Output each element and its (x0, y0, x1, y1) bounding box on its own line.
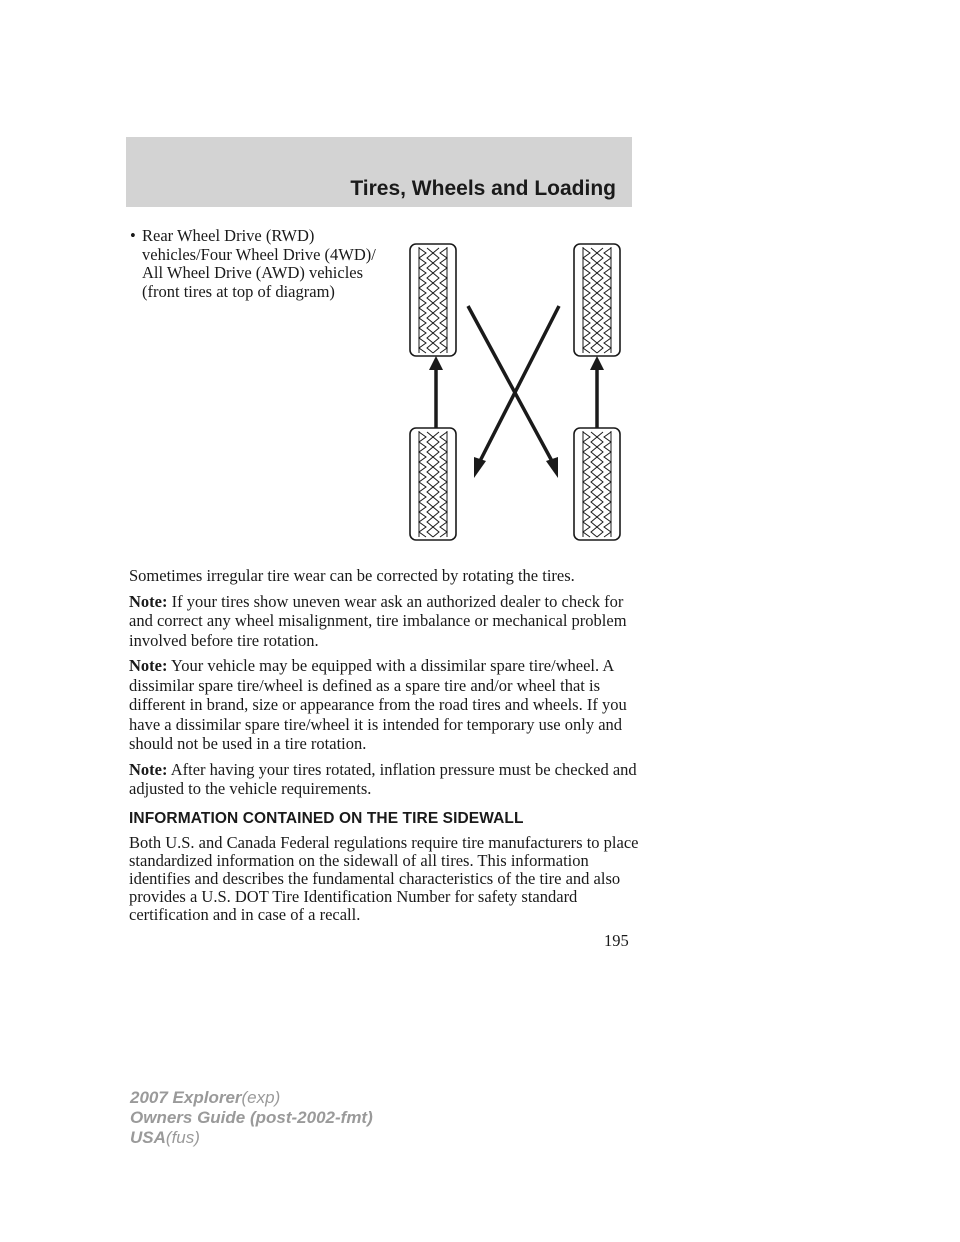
note-label: Note: (129, 591, 168, 611)
arrow-front-left-to-rear-right (468, 306, 553, 463)
page-title: Tires, Wheels and Loading (350, 177, 616, 200)
tire-front-right-icon (574, 244, 620, 356)
tire-front-left-icon (410, 244, 456, 356)
note-label: Note: (129, 759, 168, 779)
arrow-diag-left-head (474, 457, 486, 478)
tire-rear-right-icon (574, 428, 620, 540)
footer-model-code: (exp) (241, 1088, 281, 1107)
paragraph-rotation: Sometimes irregular tire wear can be corrected by rotating the tires. (129, 566, 575, 585)
note-inflation-text: After having your tires rotated, inflation pressure must be checked and adjusted to the vehicle requirements. (129, 759, 637, 798)
note-alignment-text: If your tires show uneven wear ask an authorized dealer to check for and correct any wheel misalignment, tire imbalance or mechanical problem involved before tire rotation. (129, 591, 627, 650)
arrow-front-right-to-rear-left (479, 306, 559, 463)
section-heading: INFORMATION CONTAINED ON THE TIRE SIDEWALL (129, 809, 524, 827)
footer-model: 2007 Explorer (130, 1088, 242, 1107)
note-label: Note: (129, 656, 168, 675)
footer-line-model (130, 1088, 373, 1108)
section-paragraph: Both U.S. and Canada Federal regulations require tire manufacturers to place standardized information on the sidewall of all tires. This information identifies and describes the fundamental characteristics of the tire and also provides a U.S. DOT Tire Identification Number for safety standard certification and in case of a recall. (129, 833, 639, 924)
bullet-item (130, 227, 380, 301)
header-band (126, 137, 632, 207)
tire-rear-left-icon (410, 428, 456, 540)
arrow-up-left-head (429, 356, 443, 370)
bullet-text: Rear Wheel Drive (RWD) vehicles/Four Wheel Drive (4WD)/ All Wheel Drive (AWD) vehicles (front tires at top of diagram) (142, 226, 376, 301)
footer-line-guide (130, 1108, 373, 1128)
page-number: 195 (604, 931, 629, 950)
note-spare-tire-text: Your vehicle may be equipped with a dissimilar spare tire/wheel. A dissimilar spare tire/wheel is defined as a spare tire and/or wheel that is different in brand, size or appearance from the road tires and wheels. If you have a dissimilar spare tire/wheel it is intended for temporary use only and should not be used in a tire rotation. (129, 656, 627, 753)
footer-line-market (130, 1128, 373, 1148)
footer-guide: Owners Guide (post-2002-fmt) (130, 1108, 373, 1127)
arrow-diag-right-head (546, 457, 558, 478)
tire-rotation-diagram (400, 238, 630, 543)
note-inflation (129, 760, 639, 799)
footer-market-code: (fus) (165, 1128, 200, 1147)
footer (130, 1088, 373, 1148)
footer-market: USA (130, 1128, 166, 1147)
note-spare-tire (129, 656, 639, 754)
bullet-marker: • (130, 226, 136, 245)
note-alignment (129, 592, 639, 651)
arrow-up-right-head (590, 356, 604, 370)
body-text (129, 566, 639, 930)
